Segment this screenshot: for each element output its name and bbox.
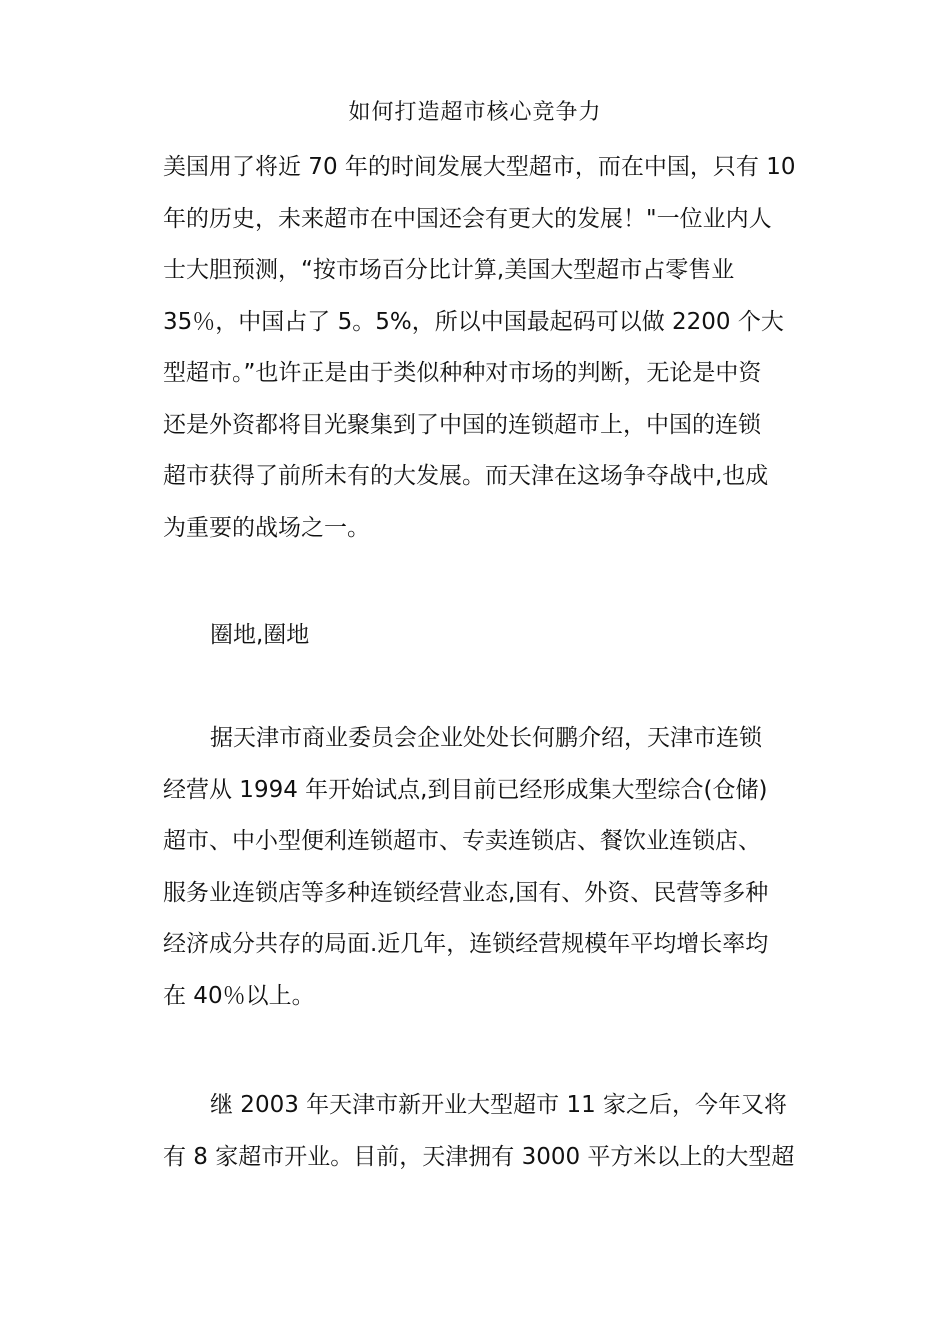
- paragraph-line: 在 40％以上。: [163, 982, 315, 1009]
- paragraph-line: 有 8 家超市开业。目前，天津拥有 3000 平方米以上的大型超: [163, 1143, 795, 1170]
- paragraph-line: 年的历史，未来超市在中国还会有更大的发展！"一位业内人: [163, 205, 772, 232]
- paragraph-line: 超市、中小型便利连锁超市、专卖连锁店、餐饮业连锁店、: [163, 828, 761, 854]
- paragraph-line: 还是外资都将目光聚集到了中国的连锁超市上，中国的连锁: [163, 411, 761, 438]
- paragraph-chain-history: [163, 713, 803, 1022]
- paragraph-line: 35％，中国占了 5。5%，所以中国最起码可以做 2200 个大: [163, 308, 784, 335]
- document-title: 如何打造超市核心竞争力: [348, 100, 602, 125]
- paragraph-line: 美国用了将近 70 年的时间发展大型超市，而在中国，只有 10: [163, 154, 796, 180]
- paragraph-line: 经营从 1994 年开始试点,到目前已经形成集大型综合(仓储): [163, 776, 768, 803]
- paragraph-line: 为重要的战场之一。: [163, 514, 370, 541]
- paragraph-line: 继 2003 年天津市新开业大型超市 11 家之后，今年又将: [210, 1092, 788, 1118]
- paragraph-line: 据天津市商业委员会企业处处长何鹏介绍，天津市连锁: [210, 725, 762, 751]
- section-heading: [163, 610, 803, 662]
- paragraph-line: 型超市。”也许正是由于类似种种对市场的判断，无论是中资: [163, 360, 762, 386]
- paragraph-intro: [163, 142, 803, 554]
- paragraph-line: 士大胆预测，“按市场百分比计算,美国大型超市占零售业: [163, 257, 735, 283]
- paragraph-new-stores: [163, 1080, 803, 1183]
- paragraph-line: 服务业连锁店等多种连锁经营业态,国有、外资、民营等多种: [163, 879, 769, 906]
- section-heading-text: 圈地,圈地: [210, 622, 310, 648]
- paragraph-line: 经济成分共存的局面.近几年，连锁经营规模年平均增长率均: [163, 931, 769, 957]
- paragraph-line: 超市获得了前所未有的大发展。而天津在这场争夺战中,也成: [163, 463, 769, 489]
